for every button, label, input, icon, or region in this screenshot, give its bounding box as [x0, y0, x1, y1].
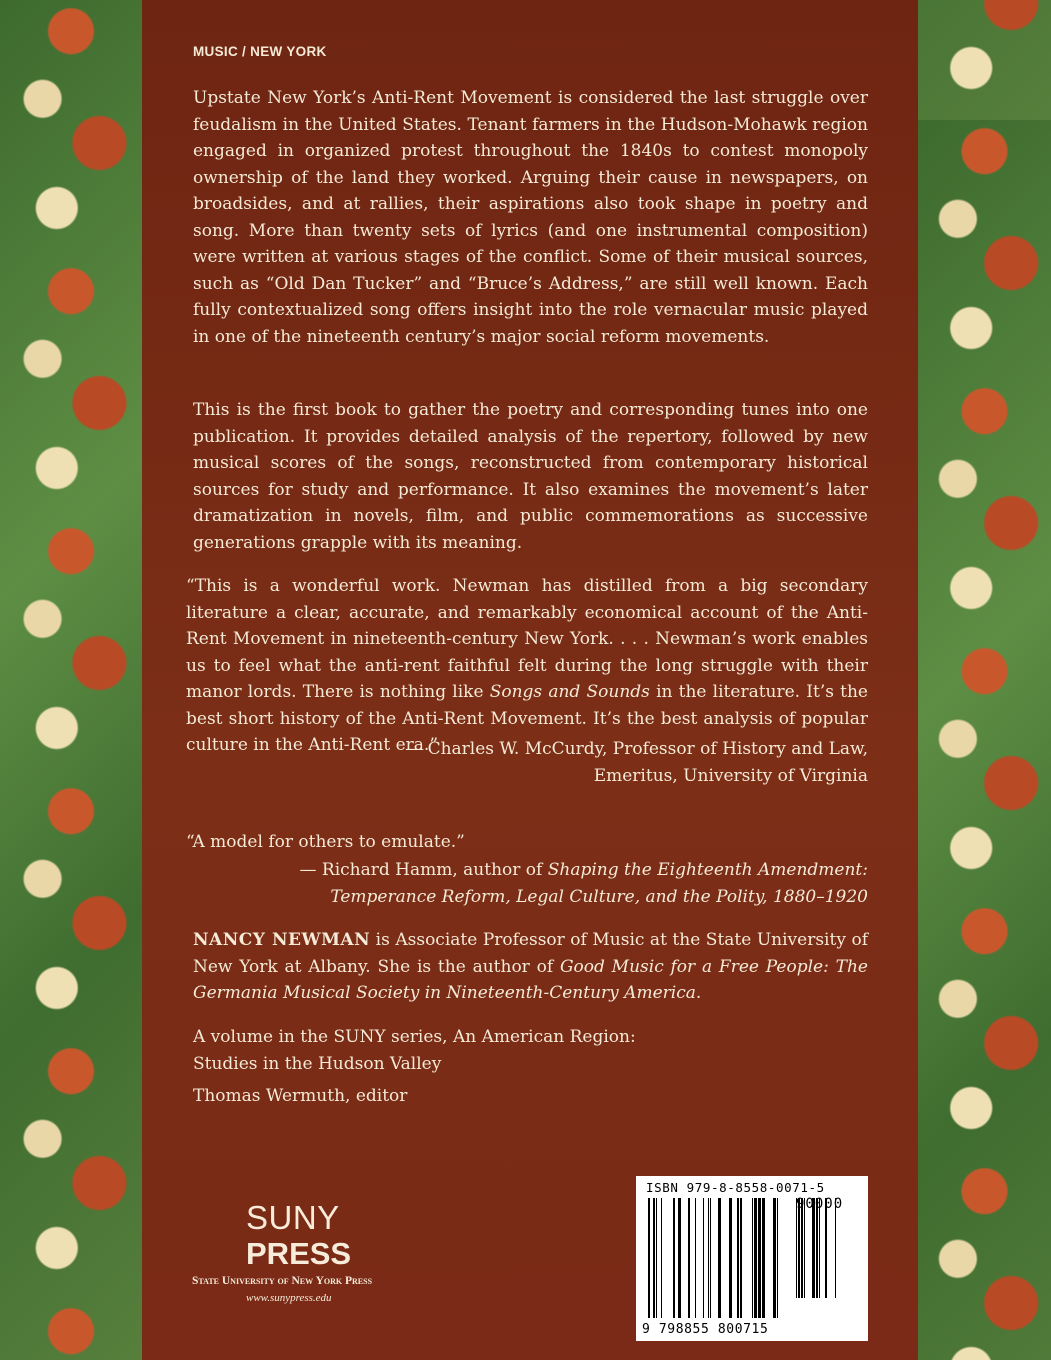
- description-paragraph-1: Upstate New York’s Anti-Rent Movement is considered the last struggle over feudalism in the United States. Tenant farmers in the Hudson-Mohawk region engaged in organized protest throughout the 1840s to contest monopoly ownership of the land they worked. Arguing their cause in newspapers, on broadsides, and at rallies, their aspirations also took shape in poetry and song. More than twenty sets of lyrics (and one instrumental composition) were written at various stages of the conflict. Some of their musical sources, such as “Old Dan Tucker” and “Bruce’s Address,” are still well known. Each fully contextualized song offers insight into the role vernacular music played in one of the nineteenth century’s major social reform movements.: [193, 88, 868, 347]
- blurb-quote-1: [186, 573, 868, 759]
- blurb-quote-2: “A model for others to emulate.”: [186, 832, 465, 852]
- publisher-full-name: State University of New York Press: [192, 1275, 373, 1287]
- blurb-attribution-1: [168, 736, 868, 789]
- blurb-attribution-2: [168, 857, 868, 910]
- author-bio: [193, 927, 868, 1007]
- publisher-logo-suny: SUNY: [246, 1199, 340, 1236]
- blurb-attribution-1-line-1: — Charles W. McCurdy, Professor of History and Law,: [405, 739, 868, 759]
- blurb-attribution-2-title-2: Temperance Reform, Legal Culture, and the Polity, 1880–1920: [330, 886, 868, 907]
- blurb-attribution-1-line-2: Emeritus, University of Virginia: [593, 765, 868, 786]
- isbn-barcode: [636, 1176, 868, 1341]
- publisher-url: www.sunypress.edu: [246, 1292, 332, 1304]
- series-line-1: A volume in the SUNY series, An American Region:: [193, 1027, 636, 1047]
- floral-border-right: [918, 0, 1051, 1360]
- blurb-quote-1-book-title: Songs and Sounds: [489, 682, 650, 702]
- floral-border-left: [0, 0, 142, 1360]
- series-line-2: Studies in the Hudson Valley: [193, 1053, 442, 1074]
- isbn-label: ISBN 979-8-8558-0071-5: [646, 1180, 825, 1195]
- description-paragraph-2: This is the first book to gather the poetry and corresponding tunes into one publication. It provides detailed analysis of the repertory, followed by new musical scores of the songs, reconstructed from contemporary historical sources for study and performance. It also examines the movement’s later dramatization in novels, film, and public commemorations as successive generations grapple with its meaning.: [193, 400, 868, 553]
- publisher-logo-press: PRESS: [246, 1236, 352, 1271]
- blurb-attribution-2-prefix: — Richard Hamm, author of: [299, 860, 548, 880]
- blurb-quote-1-part-a: “This is a wonderful work. Newman has distilled from a big secondary literature a clear, accurate, and remarkably economical account of the Anti-Rent Movement in nineteenth-century New York. . . . Newman’s work enables us to feel what the anti-rent faithful felt during the long struggle with their manor lords. There is nothing like: [186, 576, 868, 702]
- author-bio-text: is Associate Professor of Music at the State University of New York at Albany. She is the author of: [193, 930, 868, 977]
- author-name: NANCY NEWMAN: [193, 930, 371, 950]
- blurb-attribution-2-title-1: Shaping the Eighteenth Amendment:: [547, 860, 868, 880]
- author-book-title: Good Music for a Free People: The Germania Musical Society in Nineteenth-Century America: [193, 956, 868, 1003]
- barcode-bars: [644, 1198, 860, 1320]
- ean-digits: 9 798855 800715: [642, 1322, 769, 1337]
- blurb-quote-1-part-b: in the literature. It’s the best short history of the Anti-Rent Movement. It’s the best analysis of popular culture in the Anti-Rent era.”: [186, 682, 868, 755]
- price-code: 90000: [796, 1196, 844, 1212]
- author-bio-end: .: [695, 983, 702, 1003]
- series-note: [193, 1024, 793, 1077]
- category-label: MUSIC / NEW YORK: [193, 44, 327, 59]
- series-editor: Thomas Wermuth, editor: [193, 1086, 408, 1106]
